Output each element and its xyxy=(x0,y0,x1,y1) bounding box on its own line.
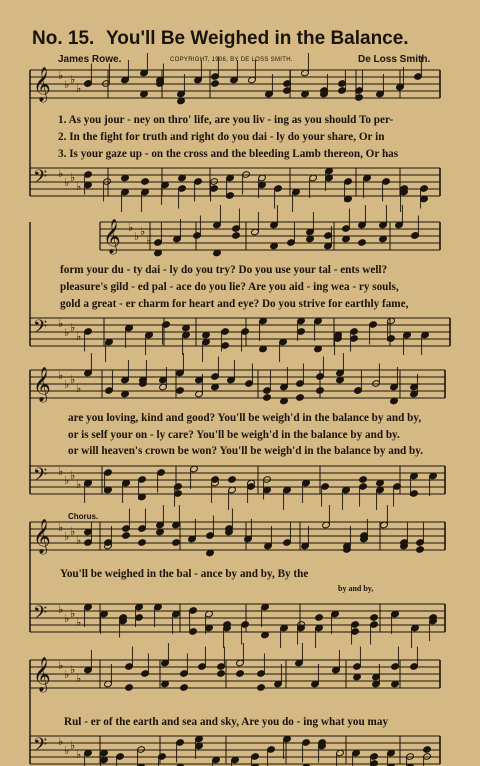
flat-icon: ♭ xyxy=(76,330,82,343)
chorus-label: Chorus. xyxy=(68,512,99,521)
flat-icon: ♭ xyxy=(64,612,70,625)
flat-icon: ♭ xyxy=(58,659,64,672)
note-head xyxy=(263,394,272,402)
treble-clef-icon: 𝄞 xyxy=(33,657,51,692)
treble-clef-icon: 𝄞 xyxy=(33,367,51,402)
verse-1-line-3: are you loving, kind and good? You'll be weigh'd in the balance by and by, xyxy=(68,412,422,424)
flat-icon: ♭ xyxy=(64,530,70,543)
note-head xyxy=(370,614,379,622)
note-head xyxy=(176,387,185,395)
flat-icon: ♭ xyxy=(140,225,146,238)
flat-icon: ♭ xyxy=(70,663,76,676)
note-head xyxy=(211,80,220,88)
note-head xyxy=(236,670,245,678)
note-head xyxy=(315,614,324,622)
flat-icon: ♭ xyxy=(58,69,64,82)
flat-icon: ♭ xyxy=(146,234,152,247)
flat-icon: ♭ xyxy=(76,478,82,491)
verse-1-line-2: form your du - ty dai - ly do you try? Do you use your tal - ents well? xyxy=(60,264,388,276)
treble-clef-icon: 𝄞 xyxy=(33,67,51,102)
flat-icon: ♭ xyxy=(58,167,64,180)
flat-icon: ♭ xyxy=(76,382,82,395)
note-head xyxy=(423,746,432,754)
verse-2-line-3: or is self your on - ly care? You'll be weigh'd in the balance by and by. xyxy=(68,429,400,441)
flat-icon: ♭ xyxy=(76,672,82,685)
note-head xyxy=(172,539,181,547)
note-head xyxy=(141,178,150,186)
bass-clef-icon: 𝄢 xyxy=(33,465,48,490)
flat-icon: ♭ xyxy=(64,176,70,189)
flat-icon: ♭ xyxy=(64,668,70,681)
bass-clef-icon: 𝄢 xyxy=(33,167,48,192)
flat-icon: ♭ xyxy=(70,321,76,334)
flat-icon: ♭ xyxy=(64,326,70,339)
chorus-echo: by and by, xyxy=(338,584,374,593)
hymn-number: No. 15. xyxy=(32,28,95,49)
note-head xyxy=(138,539,147,547)
verse-3-line-2: gold a great - er charm for heart and eye? Do you strive for earthly fame, xyxy=(60,298,409,310)
verse-3-line-3: or will heaven's crown be won? You'll be weigh'd in the balance by and by. xyxy=(68,445,424,457)
note-head xyxy=(228,476,237,484)
note-head xyxy=(359,476,368,484)
flat-icon: ♭ xyxy=(76,616,82,629)
note-head xyxy=(416,546,425,554)
treble-clef-icon: 𝄞 xyxy=(103,219,121,254)
verse-2-line-1: 2. In the fight for truth and right do you dai - ly do your share, Or in xyxy=(58,131,385,143)
verse-2-line-2: pleasure's gild - ed pal - ace do you lie? Are you aid - ing wea - ry souls, xyxy=(60,281,399,293)
flat-icon: ♭ xyxy=(64,474,70,487)
flat-icon: ♭ xyxy=(76,82,82,95)
flat-icon: ♭ xyxy=(76,534,82,547)
flat-icon: ♭ xyxy=(58,735,64,748)
flat-icon: ♭ xyxy=(64,378,70,391)
bass-clef-icon: 𝄢 xyxy=(33,317,48,342)
chorus-line-2: Rul - er of the earth and sea and sky, Are you do - ing what you may xyxy=(64,716,389,728)
flat-icon: ♭ xyxy=(58,317,64,330)
bass-clef-icon: 𝄢 xyxy=(33,603,48,628)
flat-icon: ♭ xyxy=(76,748,82,761)
flat-icon: ♭ xyxy=(70,607,76,620)
copyright-notice: COPYRIGHT, 1906, BY DE LOSS SMITH. xyxy=(170,57,293,63)
note-head xyxy=(122,532,131,540)
flat-icon: ♭ xyxy=(70,171,76,184)
flat-icon: ♭ xyxy=(70,373,76,386)
flat-icon: ♭ xyxy=(76,180,82,193)
note-head xyxy=(358,239,367,247)
flat-icon: ♭ xyxy=(58,521,64,534)
flat-icon: ♭ xyxy=(64,78,70,91)
hymn-title: You'll Be Weighed in the Balance. xyxy=(106,28,409,49)
composer: De Loss Smith. xyxy=(358,54,431,65)
flat-icon: ♭ xyxy=(70,469,76,482)
note-head xyxy=(232,232,241,240)
note-head xyxy=(180,684,189,692)
note-head xyxy=(257,684,266,692)
chorus-line-1: You'll be weighed in the bal - ance by and by, By the xyxy=(60,568,309,580)
flat-icon: ♭ xyxy=(128,221,134,234)
note-head xyxy=(125,684,134,692)
note-head xyxy=(296,394,305,402)
verse-1-line-1: 1. As you jour - ney on thro' life, are you liv - ing as you should To per- xyxy=(58,114,394,126)
verse-3-line-1: 3. Is your gaze up - on the cross and the bleeding Lamb thereon, Or has xyxy=(58,148,399,160)
treble-clef-icon: 𝄞 xyxy=(33,519,51,554)
flat-icon: ♭ xyxy=(64,744,70,757)
flat-icon: ♭ xyxy=(58,465,64,478)
lyricist: James Rowe. xyxy=(58,54,122,65)
flat-icon: ♭ xyxy=(58,369,64,382)
flat-icon: ♭ xyxy=(58,603,64,616)
flat-icon: ♭ xyxy=(70,73,76,86)
note-head xyxy=(217,670,226,678)
note-head xyxy=(316,387,325,395)
flat-icon: ♭ xyxy=(134,230,140,243)
flat-icon: ♭ xyxy=(70,739,76,752)
flat-icon: ♭ xyxy=(70,525,76,538)
bass-clef-icon: 𝄢 xyxy=(33,735,48,760)
